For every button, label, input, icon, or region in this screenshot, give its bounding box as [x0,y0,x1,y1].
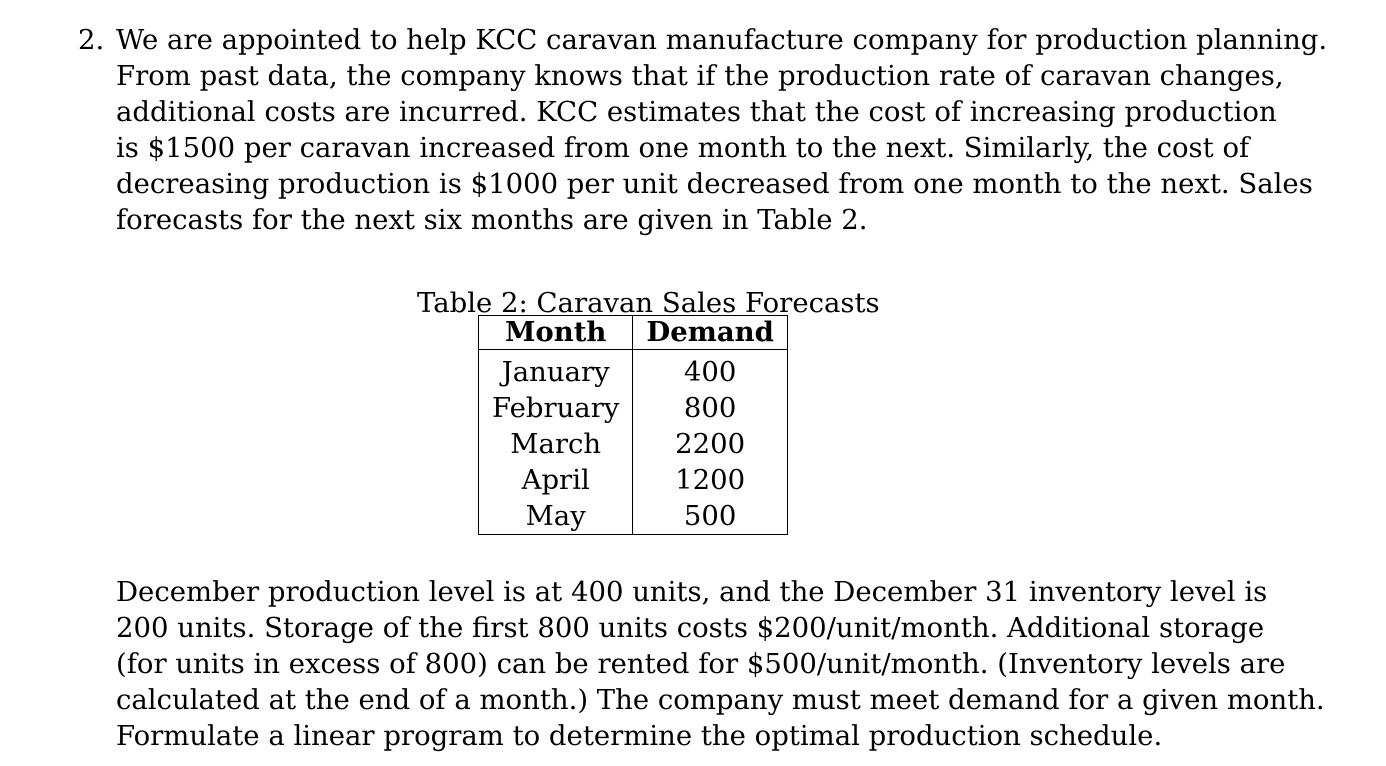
intro-line: additional costs are incurred. KCC estimates that the cost of increasing production [116,96,1277,128]
table-row [479,498,788,535]
table-row [479,350,788,391]
demand-cell: 800 [633,390,787,426]
table-header-row [479,316,788,350]
month-cell: April [479,462,633,498]
table-row [479,390,788,426]
month-cell: May [479,498,633,535]
intro-line: forecasts for the next six months are given in Table 2. [116,204,868,236]
column-header-demand: Demand [633,316,787,350]
closing-line: Formulate a linear program to determine the optimal production schedule. [116,720,1163,752]
demand-cell: 500 [633,498,787,535]
problem-number: 2. [78,24,105,56]
table-row [479,426,788,462]
intro-line: From past data, the company knows that if the production rate of caravan changes, [116,60,1284,92]
table-caption: Table 2: Caravan Sales Forecasts [417,287,880,319]
intro-line: We are appointed to help KCC caravan manufacture company for production planning. [116,24,1328,56]
month-cell: March [479,426,633,462]
intro-line: decreasing production is $1000 per unit decreased from one month to the next. Sales [116,168,1313,200]
closing-line: December production level is at 400 units, and the December 31 inventory level is [116,576,1268,608]
month-cell: January [479,350,633,391]
demand-cell: 1200 [633,462,787,498]
month-cell: February [479,390,633,426]
intro-line: is $1500 per caravan increased from one month to the next. Similarly, the cost of [116,132,1250,164]
closing-line: calculated at the end of a month.) The company must meet demand for a given month. [116,684,1325,716]
column-header-month: Month [479,316,633,350]
demand-cell: 2200 [633,426,787,462]
closing-line: (for units in excess of 800) can be rented for $500/unit/month. (Inventory levels are [116,648,1286,680]
closing-line: 200 units. Storage of the first 800 units costs $200/unit/month. Additional storage [116,612,1265,644]
table-row [479,462,788,498]
demand-cell: 400 [633,350,787,391]
forecast-table [478,315,788,535]
